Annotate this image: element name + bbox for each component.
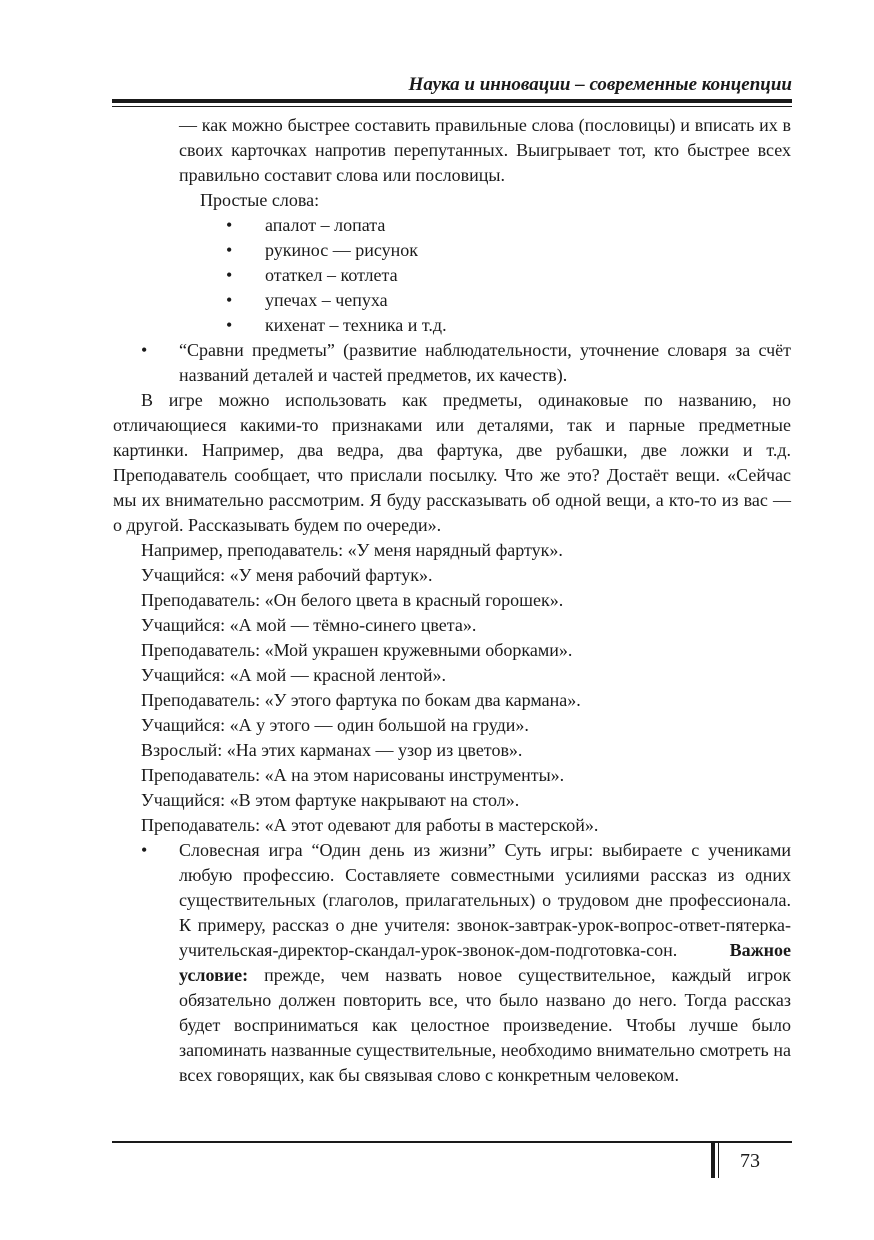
header-rule-thick: [112, 99, 792, 103]
bullet-marker: •: [226, 215, 233, 235]
running-header-title: Наука и инновации – современные концепции: [408, 74, 792, 95]
list-item: [113, 238, 791, 263]
list-item-text: упечах – чепуха: [265, 290, 388, 310]
dialog-line: Учащийся: «А мой — красной лентой».: [141, 665, 447, 685]
simple-words-heading: Простые слова:: [200, 190, 320, 210]
footer-bar-thin: [718, 1143, 719, 1178]
footer-rule: [112, 1141, 792, 1143]
bullet-marker: •: [141, 340, 148, 360]
game-word-text-before: Словесная игра “Один день из жизни” Суть игры: выбираете с учениками любую профессию. Составляете совместными усилиями рассказ из одних существительных (глаголов, прилагательных) о трудовом дне профессионала. К примеру, рассказ о дне учителя: звонок-завтрак-урок-вопрос-ответ-пятерка-учительская-директор-скандал-урок-звонок-дом-подготовка-сон.: [179, 840, 791, 960]
page-number: 73: [740, 1150, 760, 1172]
footer-bar-thick: [711, 1143, 715, 1178]
page-body: [113, 113, 791, 1088]
list-item: [113, 213, 791, 238]
list-item-text: рукинос — рисунок: [265, 240, 418, 260]
important-condition-label: Важное условие:: [179, 940, 791, 985]
dialog-line: Учащийся: «А мой — тёмно-синего цвета».: [141, 615, 477, 635]
game-word-item: [113, 838, 791, 1088]
list-item-text: апалот – лопата: [265, 215, 386, 235]
list-item: [113, 263, 791, 288]
dialog-line: Преподаватель: «У этого фартука по бокам два кармана».: [141, 690, 581, 710]
dialog-line: Преподаватель: «Мой украшен кружевными оборками».: [141, 640, 573, 660]
list-item: [113, 313, 791, 338]
game-compare-item: [113, 338, 791, 388]
bullet-marker: •: [226, 315, 233, 335]
game-compare-text: “Сравни предметы” (развитие наблюдательности, уточнение словаря за счёт названий деталей и частей предметов, их качеств).: [179, 340, 791, 385]
header-rule-thin: [112, 106, 792, 107]
game-word-text-after: прежде, чем назвать новое существительное, каждый игрок обязательно должен повторить все, что было названо до него. Тогда рассказ будет восприниматься как целостное произведение. Чтобы лучше было запоминать названные существительные, необходимо внимательно смотреть на всех говорящих, как бы связывая слово с конкретным человеком.: [179, 965, 792, 1085]
bullet-marker: •: [226, 290, 233, 310]
intro-paragraph: — как можно быстрее составить правильные слова (пословицы) и вписать их в своих карточках напротив перепутанных. Выигрывает тот, кто быстрее всех правильно составит слова или пословицы.: [179, 115, 791, 185]
dialog-line: Преподаватель: «А на этом нарисованы инструменты».: [141, 765, 565, 785]
dialog-line: Преподаватель: «А этот одевают для работы в мастерской».: [141, 815, 599, 835]
list-item-text: кихенат – техника и т.д.: [265, 315, 447, 335]
game-description-paragraph: В игре можно использовать как предметы, одинаковые по названию, но отличающиеся какими-то признаками или деталями, так и парные предметные картинки. Например, два ведра, два фартука, две рубашки, две ложки и т.д. Преподаватель сообщает, что прислали посылку. Что же это? Достаёт вещи. «Сейчас мы их внимательно рассмотрим. Я буду рассказывать об одной вещи, а кто-то из вас — о другой. Рассказывать будем по очереди».: [113, 390, 791, 535]
dialog-line: Преподаватель: «Он белого цвета в красный горошек».: [141, 590, 564, 610]
dialog-line: Взрослый: «На этих карманах — узор из цветов».: [141, 740, 523, 760]
list-item: [113, 288, 791, 313]
dialog-line: Учащийся: «А у этого — один большой на груди».: [141, 715, 529, 735]
bullet-marker: •: [141, 840, 148, 860]
list-item-text: отаткел – котлета: [265, 265, 398, 285]
dialog-line: Например, преподаватель: «У меня нарядный фартук».: [141, 540, 563, 560]
bullet-marker: •: [226, 240, 233, 260]
dialog-line: Учащийся: «У меня рабочий фартук».: [141, 565, 433, 585]
bullet-marker: •: [226, 265, 233, 285]
dialog-line: Учащийся: «В этом фартуке накрывают на стол».: [141, 790, 520, 810]
